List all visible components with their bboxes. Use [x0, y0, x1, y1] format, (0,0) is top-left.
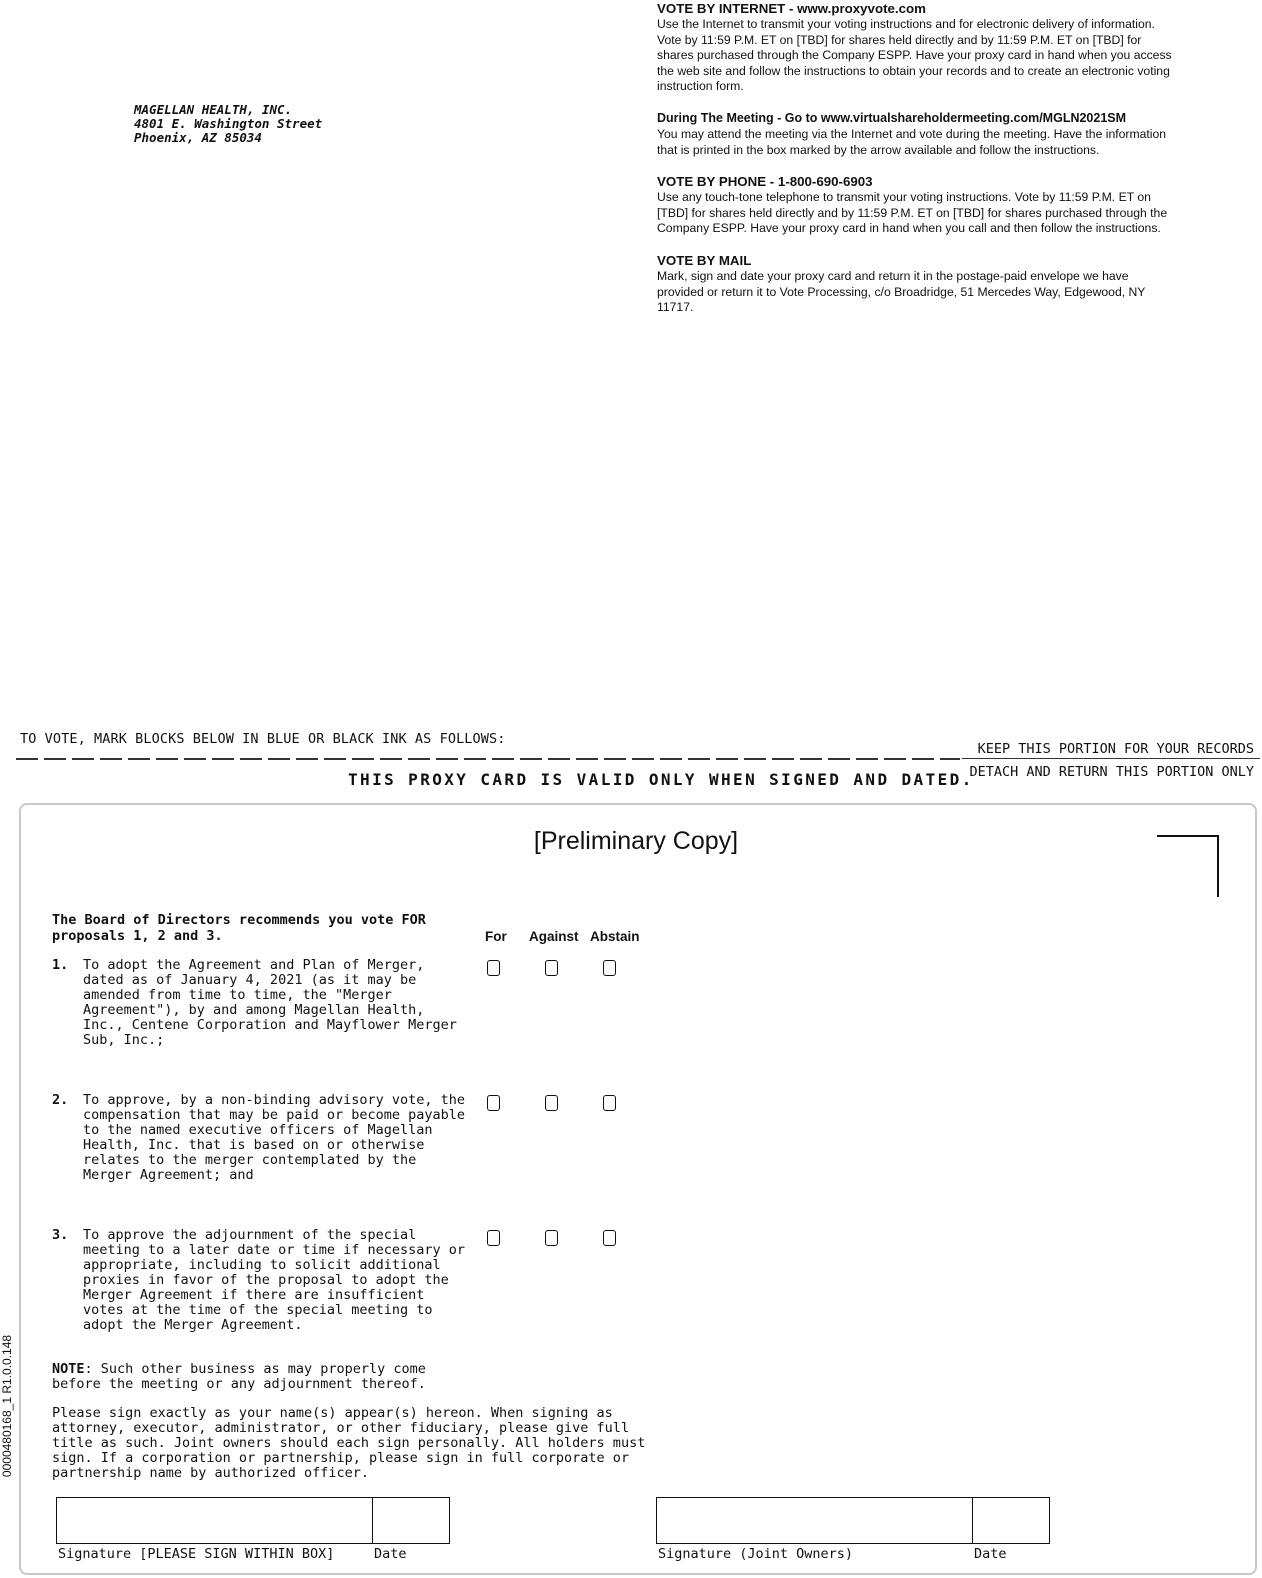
- return-address: [134, 103, 322, 145]
- vote-by-phone-heading: VOTE BY PHONE - 1-800-690-6903: [657, 174, 873, 190]
- vote-during-meeting-heading: During The Meeting - Go to www.virtualshareholdermeeting.com/MGLN2021SM: [657, 110, 1127, 125]
- address-company: MAGELLAN HEALTH, INC.: [134, 102, 293, 117]
- signature-label: Signature [PLEASE SIGN WITHIN BOX]: [58, 1546, 335, 1562]
- signature-box[interactable]: [56, 1497, 373, 1544]
- date-label: Date: [374, 1546, 407, 1562]
- vote-by-mail-text: Mark, sign and date your proxy card and return it in the postage-paid envelope we have provided or return it to Vote Processing, c/o Broadridge, 51 Mercedes Way, Edgewood, NY 11717.: [657, 268, 1146, 315]
- vote-by-phone-text: Use any touch-tone telephone to transmit your voting instructions. Vote by 11:59 P.M. ET on [TBD] for shares held directly and by 11:59 P.M. ET on [TBD] for shares purchased through the Company ESPP. Have your proxy card in hand when you call and then follow the instructions.: [657, 190, 1168, 236]
- joint-date-label: Date: [974, 1546, 1007, 1562]
- vote-during-meeting-section: [657, 110, 1177, 158]
- signing-instructions: Please sign exactly as your name(s) appear(s) hereon. When signing as attorney, executor, administrator, or other fiduciary, please give full title as such. Joint owners should each sign personally. All holders must sign. If a corporation or partnership, please sign in full corporate or partnership name by authorized officer.: [52, 1405, 646, 1481]
- detach-solid-line: [962, 758, 1260, 759]
- proposal-3-for-checkbox[interactable]: [487, 1230, 500, 1246]
- column-header-against: Against: [529, 929, 579, 944]
- proposal-text: To approve the adjournment of the special meeting to a later date or time if necessary or appropriate, including to solicit additional proxies in favor of the proposal to adopt the Merger Agreement if there are insufficient votes at the time of the special meeting to adopt the Merger Agreement.: [83, 1227, 466, 1333]
- vote-by-internet-heading: VOTE BY INTERNET - www.proxyvote.com: [657, 1, 926, 16]
- note-text: [52, 1362, 426, 1392]
- proposal-text: To approve, by a non-binding advisory vote, the compensation that may be paid or become payable to the named executive officers of Magellan Health, Inc. that is based on or otherwise relates to the merger contemplated by the Merger Agreement; and: [83, 1092, 466, 1183]
- proposal-number: 2.: [52, 1092, 69, 1108]
- vote-by-mail-heading: VOTE BY MAIL: [657, 252, 752, 268]
- proposal-2-for-checkbox[interactable]: [487, 1095, 500, 1111]
- proposal-number: 1.: [52, 957, 69, 973]
- joint-signature-box[interactable]: [656, 1497, 973, 1544]
- address-street: 4801 E. Washington Street: [134, 116, 323, 131]
- keep-portion-label: KEEP THIS PORTION FOR YOUR RECORDS: [977, 741, 1254, 757]
- address-city: Phoenix, AZ 85034: [134, 130, 262, 145]
- proposal-1-for-checkbox[interactable]: [487, 960, 500, 976]
- note-label: NOTE: [52, 1361, 85, 1377]
- proxy-card: [19, 803, 1257, 1575]
- valid-notice: THIS PROXY CARD IS VALID ONLY WHEN SIGNED AND DATED.: [348, 770, 974, 789]
- board-recommendation: The Board of Directors recommends you vote FOR proposals 1, 2 and 3.: [52, 912, 426, 944]
- mark-instruction: TO VOTE, MARK BLOCKS BELOW IN BLUE OR BLACK INK AS FOLLOWS:: [20, 731, 506, 747]
- vote-by-phone-section: [657, 173, 1177, 237]
- column-header-for: For: [485, 929, 507, 944]
- column-header-abstain: Abstain: [590, 929, 640, 944]
- vote-by-mail-section: [657, 252, 1177, 316]
- joint-signature-label: Signature (Joint Owners): [658, 1546, 854, 1562]
- proposal-number: 3.: [52, 1227, 69, 1243]
- voting-instructions: [657, 0, 1177, 331]
- detach-dashed-line: [16, 758, 960, 760]
- proposal-1-against-checkbox[interactable]: [545, 960, 558, 976]
- joint-date-box[interactable]: [973, 1497, 1050, 1544]
- corner-mark-icon: [1157, 835, 1219, 897]
- proposal-2-abstain-checkbox[interactable]: [603, 1095, 616, 1111]
- note-body: : Such other business as may properly come before the meeting or any adjournment thereof.: [52, 1361, 426, 1392]
- date-box[interactable]: [373, 1497, 450, 1544]
- proposal-3-abstain-checkbox[interactable]: [603, 1230, 616, 1246]
- proposal-1-abstain-checkbox[interactable]: [603, 960, 616, 976]
- proposal-2-against-checkbox[interactable]: [545, 1095, 558, 1111]
- vote-by-internet-section: [657, 0, 1177, 95]
- vote-by-internet-text: Use the Internet to transmit your voting instructions and for electronic delivery of information. Vote by 11:59 P.M. ET on [TBD] for shares held directly and by 11:59 P.M. ET on [TBD] for shares purchased through the Company ESPP. Have your proxy card in hand when you access the web site and follow the instructions to obtain your records and to create an electronic voting instruction form.: [657, 17, 1172, 94]
- proposal-text: To adopt the Agreement and Plan of Merger, dated as of January 4, 2021 (as it may be amended from time to time, the "Merger Agreement"), by and among Magellan Health, Inc., Centene Corporation and Mayflower Merger Sub, Inc.;: [83, 957, 457, 1048]
- vote-during-meeting-text: You may attend the meeting via the Internet and vote during the meeting. Have the information that is printed in the box marked by the arrow available and follow the instructions.: [657, 126, 1167, 157]
- detach-return-label: DETACH AND RETURN THIS PORTION ONLY: [969, 764, 1254, 780]
- proposal-3-against-checkbox[interactable]: [545, 1230, 558, 1246]
- document-code: 0000480168_1 R1.0.0.148: [0, 1334, 14, 1478]
- card-title: [Preliminary Copy]: [533, 827, 739, 855]
